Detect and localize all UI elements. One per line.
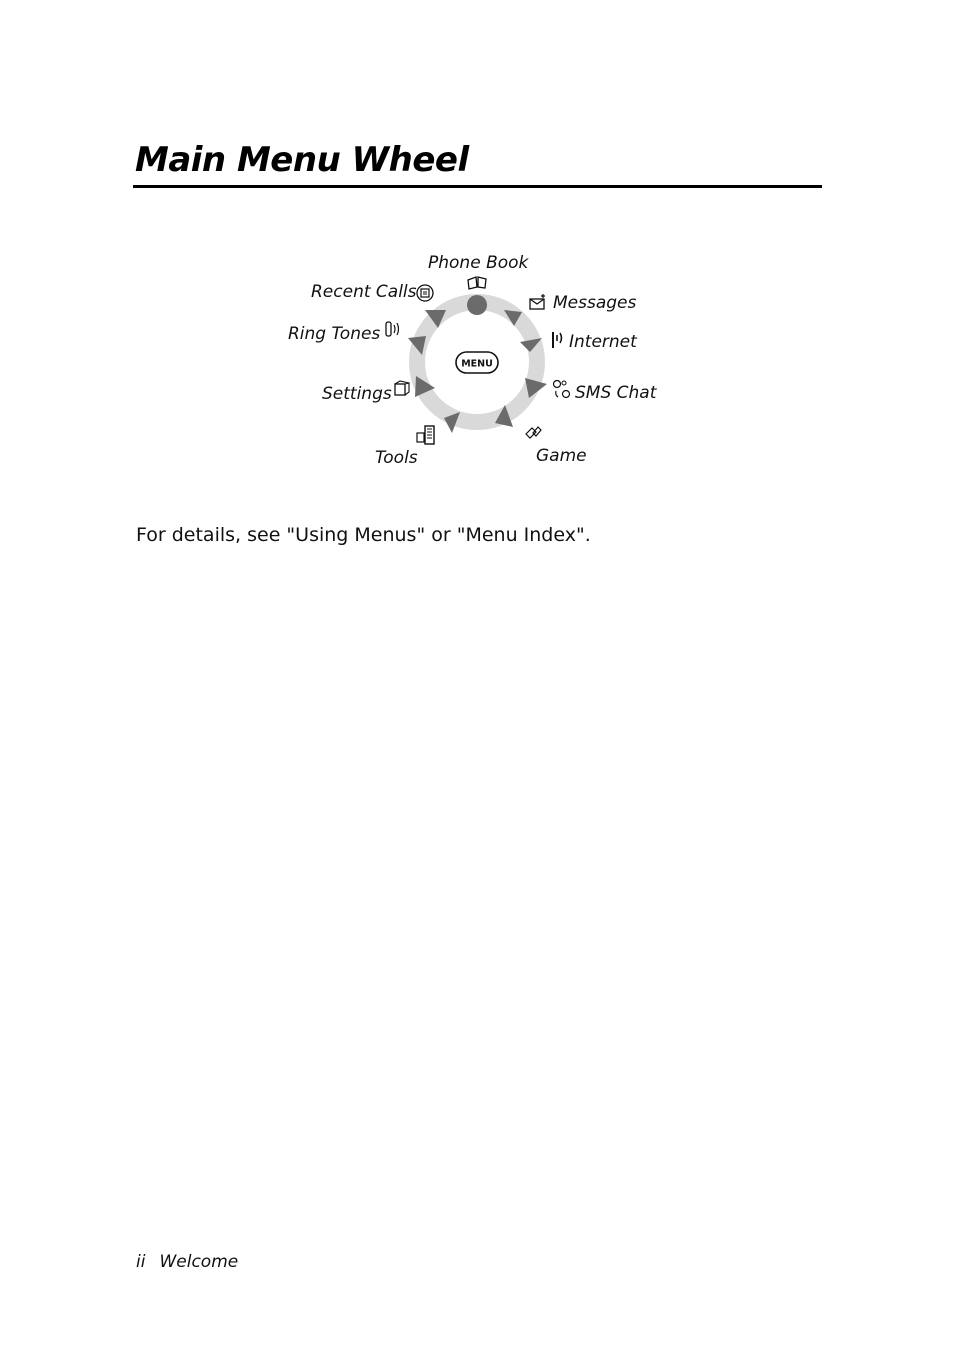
wheel-label-settings: Settings (322, 384, 392, 404)
details-reference-text: For details, see "Using Menus" or "Menu Index". (136, 524, 591, 546)
page-footer (136, 1252, 238, 1272)
wheel-label-recent-calls: Recent Calls (311, 282, 417, 302)
page-title: Main Menu Wheel (135, 140, 469, 180)
wheel-label-internet: Internet (569, 332, 637, 352)
section-name: Welcome (159, 1252, 239, 1272)
wheel-label-messages: Messages (553, 293, 637, 313)
wheel-label-phone-book: Phone Book (428, 253, 529, 273)
wheel-label-sms-chat: SMS Chat (575, 383, 657, 403)
wheel-label-game: Game (536, 446, 587, 466)
wheel-position-dot (467, 295, 487, 315)
wheel-label-ring-tones: Ring Tones (288, 324, 381, 344)
menu-key-label: MENU (461, 358, 493, 370)
page-number: ii (136, 1252, 146, 1272)
wheel-label-tools: Tools (375, 448, 418, 468)
menu-wheel-diagram (270, 240, 690, 480)
title-rule (133, 185, 822, 188)
